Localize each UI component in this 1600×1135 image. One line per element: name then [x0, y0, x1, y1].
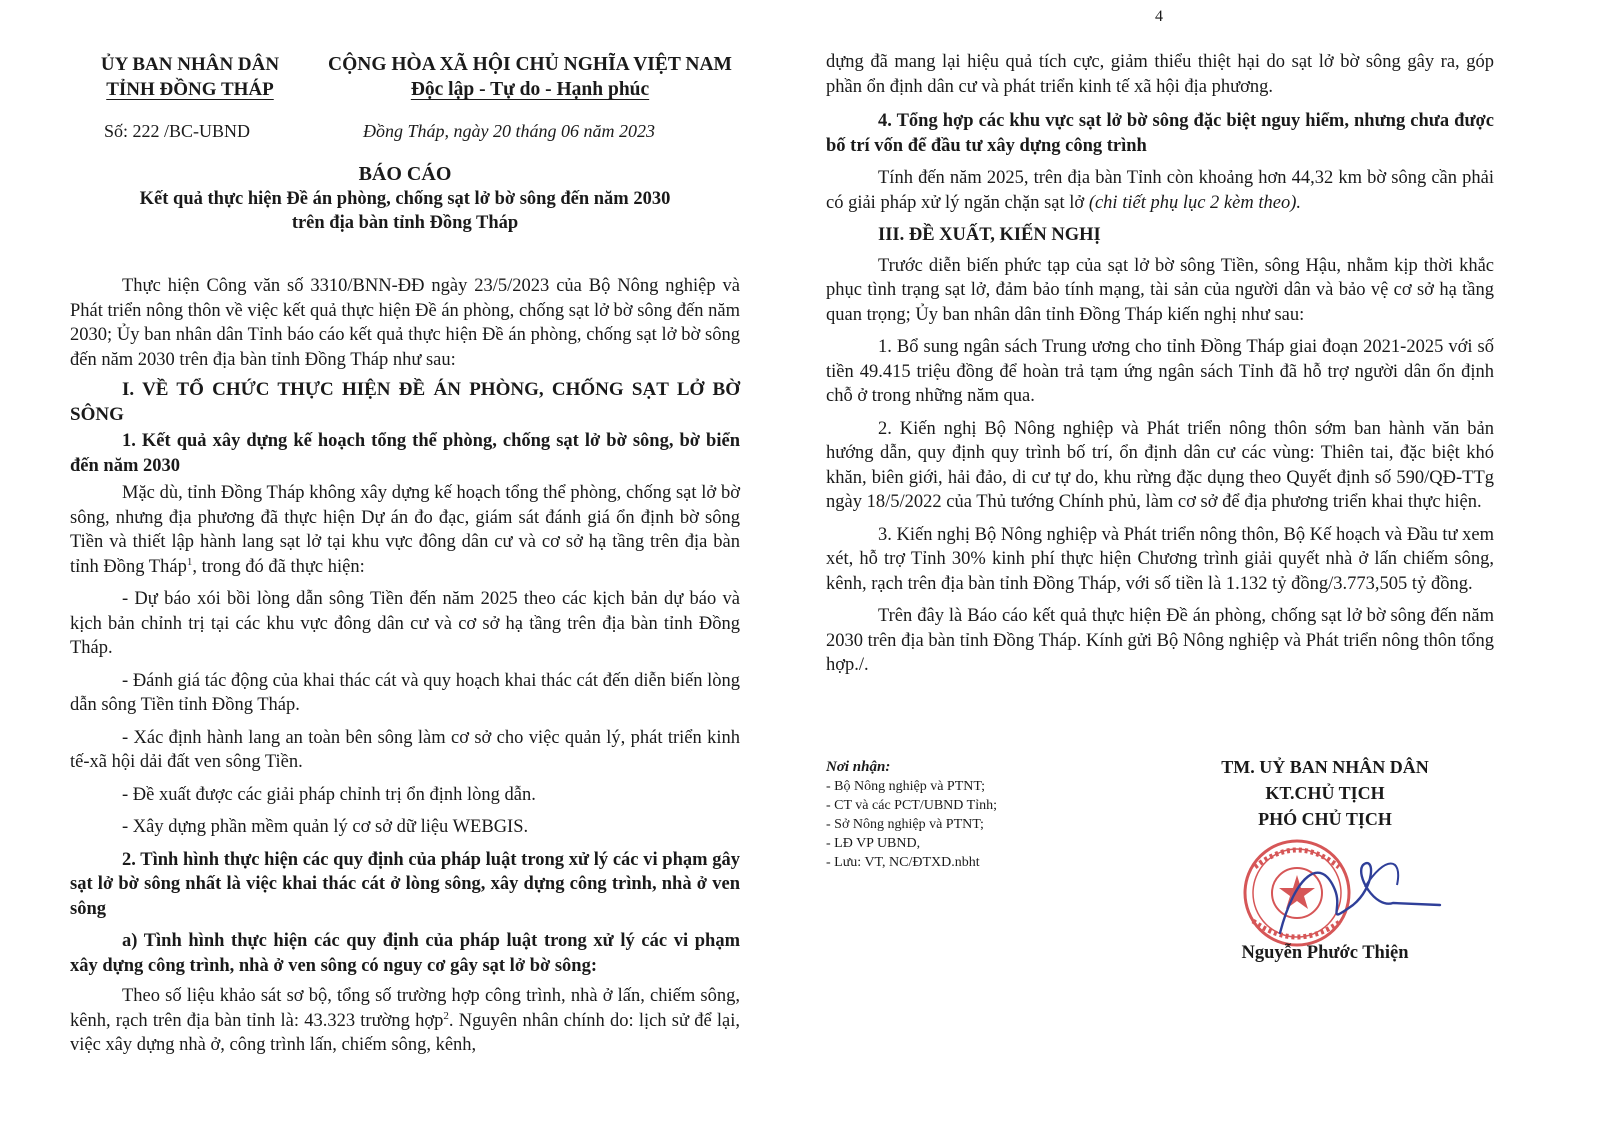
- page-number: 4: [1155, 8, 1163, 25]
- official-seal-and-signature: [1225, 835, 1455, 955]
- section-1-heading: I. VỀ TỔ CHỨC THỰC HIỆN ĐỀ ÁN PHÒNG, CHỐNG SẠT LỞ BỜ SÔNG: [70, 379, 740, 425]
- official-seal-icon: [1245, 841, 1349, 945]
- paragraph-1-text: Mặc dù, tỉnh Đồng Tháp không xây dựng kế hoạch tổng thể phòng, chống sạt lở bờ sông, nhưng địa phương đã thực hiện Dự án đo đạc, giám sát đánh giá ổn định bờ sông Tiền và thiết lập hành lang sạt lở tại khu vực đông dân cư và cơ sở hạ tầng trên địa bàn tỉnh Đồng Tháp: [70, 483, 740, 577]
- document-number: Số: 222 /BC-UBND: [104, 121, 251, 141]
- recipient-item: - Sở Nông nghiệp và PTNT;: [826, 817, 984, 832]
- recipient-item: - CT và các PCT/UBND Tỉnh;: [826, 798, 997, 813]
- signature-line-2: KT.CHỦ TỊCH: [1265, 783, 1385, 803]
- recipient-item: - LĐ VP UBND,: [826, 836, 921, 851]
- subsection-2a-heading: a) Tình hình thực hiện các quy định của pháp luật trong xử lý các vi phạm xây dựng công trình, nhà ở ven sông có nguy cơ gây sạt lở bờ sông:: [70, 931, 740, 976]
- bullet-item: - Đánh giá tác động của khai thác cát và quy hoạch khai thác cát đến diễn biến lòng dẫn sông Tiền tỉnh Đồng Tháp.: [70, 670, 740, 715]
- closing-paragraph: Trên đây là Báo cáo kết quả thực hiện Đề án phòng, chống sạt lở bờ sông đến năm 2030 trên địa bàn tỉnh Đồng Tháp. Kính gửi Bộ Nông nghiệp và Phát triển nông thôn tổng hợp./.: [826, 606, 1494, 675]
- right-page: [800, 0, 1600, 1135]
- subsection-2-heading: 2. Tình hình thực hiện các quy định của pháp luật trong xử lý các vi phạm gây sạt lở bờ sông nhất là việc khai thác cát ở lòng sông, xây dựng công trình, nhà ở ven sông: [70, 849, 740, 919]
- recipients-block: [826, 758, 1106, 872]
- nation-line-1: CỘNG HÒA XÃ HỘI CHỦ NGHĨA VIỆT NAM: [328, 54, 732, 75]
- recommendation-3: 3. Kiến nghị Bộ Nông nghiệp và Phát triển nông thôn, Bộ Kế hoạch và Đầu tư xem xét, hỗ trợ Tỉnh 30% kinh phí thực hiện Chương trình giải quyết nhà ở lấn chiếm sông, kênh, rạch trên địa bàn tỉnh Đồng Tháp, với số tiền là 1.132 tỷ đồng/3.773,505 tỷ đồng.: [826, 524, 1494, 594]
- paragraph-4: [826, 166, 1494, 215]
- recommendation-2: 2. Kiến nghị Bộ Nông nghiệp và Phát triển nông thôn sớm ban hành văn bản hướng dẫn, quy định quy trình bố trí, ổn định dân cư các vùng: Thiên tai, đặc biệt khó khăn, biên giới, hải đảo, di cư tự do, khu rừng đặc dụng theo Quyết định số 590/QĐ-TTg ngày 18/5/2022 của Thủ tướng Chính phủ, làm cơ sở để địa phương triển khai thực hiện.: [826, 418, 1494, 512]
- recommendation-1: 1. Bổ sung ngân sách Trung ương cho tỉnh Đồng Tháp giai đoạn 2021-2025 với số tiền 49.415 triệu đồng để hoàn trả tạm ứng ngân sách Tỉnh đã hỗ trợ người dân ổn định chỗ ở trong những năm qua.: [826, 337, 1494, 406]
- recipient-item: - Lưu: VT, NC/ĐTXD.nbht: [826, 855, 980, 870]
- national-motto-header: [320, 52, 740, 102]
- footnote-ref-2: 2: [443, 1009, 449, 1022]
- paragraph-2: [70, 984, 740, 1058]
- paragraph-2-text: Theo số liệu khảo sát sơ bộ, tổng số trường hợp công trình, nhà ở lấn, chiếm sông, kênh, rạch trên địa bàn tỉnh là: 43.323 trường hợp: [70, 986, 740, 1031]
- agency-header: [85, 52, 295, 102]
- intro-paragraph: Thực hiện Công văn số 3310/BNN-ĐĐ ngày 23/5/2023 của Bộ Nông nghiệp và Phát triển nông thôn về việc kết quả thực hiện Đề án phòng, chống sạt lở bờ sông đến năm 2030; Ủy ban nhân dân Tỉnh báo cáo kết quả thực hiện Đề án phòng, chống sạt lở bờ sông đến năm 2030 trên địa bàn tỉnh Đồng Tháp như sau:: [70, 276, 740, 370]
- paragraph-1: [70, 481, 740, 579]
- signature-line-3: PHÓ CHỦ TỊCH: [1258, 809, 1392, 829]
- footnote-ref-1: 1: [186, 555, 193, 568]
- recipients-title: Nơi nhận:: [826, 759, 891, 775]
- signer-name: Nguyễn Phước Thiện: [1241, 943, 1409, 963]
- continued-paragraph: dựng đã mang lại hiệu quả tích cực, giảm thiểu thiệt hại do sạt lở bờ sông gây ra, góp phần ổn định dân cư và phát triển kinh tế xã hội địa phương.: [826, 52, 1494, 97]
- document-title-line-2: trên địa bàn tỉnh Đồng Tháp: [291, 213, 519, 233]
- agency-line-1: ỦY BAN NHÂN DÂN: [100, 54, 280, 75]
- document-title-line-1: Kết quả thực hiện Đề án phòng, chống sạt lở bờ sông đến năm 2030: [139, 189, 671, 209]
- subsection-4-heading: 4. Tổng hợp các khu vực sạt lở bờ sông đặc biệt nguy hiểm, nhưng chưa được bố trí vốn để đầu tư xây dựng công trình: [826, 111, 1494, 156]
- agency-line-2: TỈNH ĐỒNG THÁP: [106, 79, 274, 100]
- left-body: [70, 274, 740, 1058]
- signature-line-1: TM. UỶ BAN NHÂN DÂN: [1221, 757, 1429, 777]
- document-type: BÁO CÁO: [358, 163, 452, 185]
- bullet-item: - Xây dựng phần mềm quản lý cơ sở dữ liệu WEBGIS.: [122, 817, 529, 837]
- place-and-date: Đồng Tháp, ngày 20 tháng 06 năm 2023: [363, 121, 655, 141]
- appendix-reference: (chi tiết phụ lục 2 kèm theo).: [1088, 192, 1301, 213]
- paragraph-5: Trước diễn biến phức tạp của sạt lở bờ sông Tiền, sông Hậu, nhằm kịp thời khắc phục tình trạng sạt lở, đảm bảo tính mạng, tài sản của người dân và bảo vệ cơ sở hạ tầng quan trọng; Ủy ban nhân dân tỉnh Đồng Tháp kiến nghị như sau:: [826, 255, 1494, 325]
- right-body: [826, 50, 1494, 678]
- document-title: [70, 187, 740, 235]
- recipient-item: - Bộ Nông nghiệp và PTNT;: [826, 779, 986, 794]
- bullet-item: - Dự báo xói bồi lòng dẫn sông Tiền đến năm 2025 theo các kịch bản dự báo và kịch bản chỉnh trị tại các khu vực đông dân cư và cơ sở hạ tầng trên địa bàn tỉnh Đồng Tháp.: [70, 589, 740, 658]
- signature-block-title: [1190, 754, 1460, 832]
- bullet-item: - Đề xuất được các giải pháp chỉnh trị ổn định lòng dẫn.: [122, 784, 536, 805]
- paragraph-1-tail: , trong đó đã thực hiện:: [192, 556, 365, 577]
- bullet-item: - Xác định hành lang an toàn bên sông làm cơ sở cho việc quản lý, phát triển kinh tế-xã hội dải đất ven sông Tiền.: [70, 727, 740, 772]
- nation-line-2: Độc lập - Tự do - Hạnh phúc: [410, 79, 650, 100]
- paragraph-2-tail: . Nguyên nhân chính do: lịch sử để lại, việc xây dựng nhà ở, công trình lấn, chiếm sông, kênh,: [70, 1010, 740, 1055]
- subsection-1-heading: 1. Kết quả xây dựng kế hoạch tổng thể phòng, chống sạt lở bờ sông, bờ biển đến năm 2030: [70, 431, 740, 476]
- paragraph-4-text: Tính đến năm 2025, trên địa bàn Tỉnh còn khoảng hơn 44,32 km bờ sông cần phải có giải pháp xử lý ngăn chặn sạt lở: [826, 168, 1494, 213]
- section-3-heading: III. ĐỀ XUẤT, KIẾN NGHỊ: [878, 225, 1101, 245]
